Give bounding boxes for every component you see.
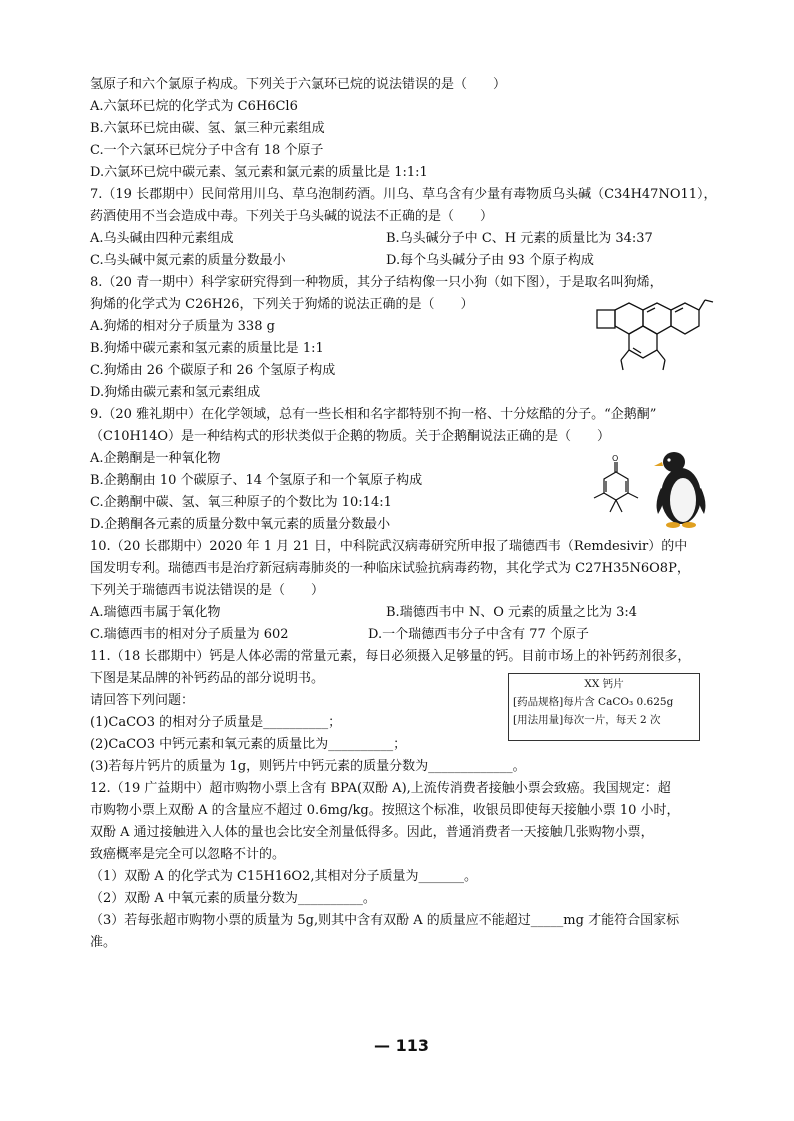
text-line: 下列关于瑞德西韦说法错误的是（ ）: [90, 583, 325, 598]
text-line: C.瑞德西韦的相对分子质量为 602: [90, 627, 289, 642]
text-line: C.狗烯由 26 个碳原子和 26 个氢原子构成: [90, 363, 336, 378]
text-line: 国发明专利。瑞德西韦是治疗新冠病毒肺炎的一种临床试验抗病毒药物，其化学式为 C27H35N6O8P，: [90, 561, 690, 576]
text-line: D.狗烯由碳元素和氢元素组成: [90, 385, 261, 400]
text-line: D.六氯环已烷中碳元素、氢元素和氯元素的质量比是 1:1:1: [90, 165, 428, 180]
text-line: 下图是某品牌的补钙药品的部分说明书。: [90, 671, 325, 686]
calcium-tablet-label: [508, 673, 700, 741]
text-line: 市购物小票上双酚 A 的含量应不超过 0.6mg/kg。按照这个标准，收银员即使每天接触小票 10 小时，: [90, 803, 680, 818]
penguinone-structure-diagram: [588, 452, 642, 522]
text-line: 8.（20 青一期中）科学家研究得到一种物质，其分子结构像一只小狗（如下图），于是取名叫狗烯，: [90, 275, 663, 290]
text-line: 10.（20 长郡期中）2020 年 1 月 21 日，中科院武汉病毒研究所申报了瑞德西韦（Remdesivir）的中: [90, 539, 688, 554]
text-line: A.瑞德西韦属于氧化物: [90, 605, 221, 620]
text-line: A.企鹅酮是一种氧化物: [90, 451, 221, 466]
text-line: (1)CaCO3 的相对分子质量是__________；: [90, 715, 342, 730]
text-line: 致癌概率是完全可以忽略不计的。: [90, 847, 286, 862]
text-line: A.乌头碱由四种元素组成: [90, 231, 234, 246]
text-line: 准。: [90, 935, 117, 950]
text-line: （1）双酚 A 的化学式为 C15H16O2,其相对分子质量为_______。: [90, 869, 477, 884]
text-line: 11.（18 长郡期中）钙是人体必需的常量元素，每日必须摄入足够量的钙。目前市场上的补钙药剂很多，: [90, 649, 691, 664]
text-line: A.六氯环已烷的化学式为 C6H6Cl6: [90, 99, 298, 114]
text-line: D.企鹅酮各元素的质量分数中氧元素的质量分数最小: [90, 517, 391, 532]
page-number: — 113: [374, 1036, 429, 1055]
text-line: D.一个瑞德西韦分子中含有 77 个原子: [368, 627, 589, 642]
text-line: （C10H14O）是一种结构式的形状类似于企鹅的物质。关于企鹅酮说法正确的是（ ）: [90, 429, 611, 444]
text-line: 氢原子和六个氯原子构成。下列关于六氯环已烷的说法错误的是（ ）: [90, 77, 507, 92]
text-line: 狗烯的化学式为 C26H26，下列关于狗烯的说法正确的是（ ）: [90, 297, 474, 312]
text-line: (2)CaCO3 中钙元素和氧元素的质量比为__________；: [90, 737, 407, 752]
label-title: XX 钙片: [584, 678, 624, 690]
text-line: (3)若每片钙片的质量为 1g，则钙片中钙元素的质量分数为_____________。: [90, 759, 526, 774]
text-line: （3）若每张超市购物小票的质量为 5g,则其中含有双酚 A 的质量应不能超过_____mg 才能符合国家标: [90, 913, 680, 928]
text-line: C.企鹅酮中碳、氢、氧三种原子的个数比为 10:14:1: [90, 495, 392, 510]
penguin-image: [652, 448, 710, 530]
label-usage: [用法用量]每次一片，每天 2 次: [513, 714, 661, 726]
text-line: D.每个乌头碱分子由 93 个原子构成: [386, 253, 594, 268]
dogene-structure-diagram: [595, 298, 715, 378]
text-line: 9.（20 雅礼期中）在化学领域，总有一些长相和名字都特别不拘一格、十分炫酷的分子。“企鹅酮”: [90, 407, 657, 422]
text-line: A.狗烯的相对分子质量为 338 g: [90, 319, 275, 334]
text-line: B.瑞德西韦中 N、O 元素的质量之比为 3:4: [386, 605, 638, 620]
text-line: B.狗烯中碳元素和氢元素的质量比是 1:1: [90, 341, 324, 356]
text-line: （2）双酚 A 中氧元素的质量分数为__________。: [90, 891, 376, 906]
text-line: B.乌头碱分子中 C、H 元素的质量比为 34:37: [386, 231, 653, 246]
text-line: 请回答下列问题：: [90, 693, 195, 708]
text-line: B.六氯环已烷由碳、氢、氯三种元素组成: [90, 121, 325, 136]
text-line: 7.（19 长郡期中）民间常用川乌、草乌泡制药酒。川乌、草乌含有少量有毒物质乌头碱（C34H47NO11），: [90, 187, 717, 202]
text-line: 12.（19 广益期中）超市购物小票上含有 BPA(双酚 A),上流传消费者接触小票会致癌。我国规定：超: [90, 781, 671, 796]
text-line: B.企鹅酮由 10 个碳原子、14 个氢原子和一个氧原子构成: [90, 473, 423, 488]
label-spec: [药品规格]每片含 CaCO₃ 0.625g: [513, 696, 674, 708]
text-line: 双酚 A 通过接触进入人体的量也会比安全剂量低得多。因此，普通消费者一天接触几张购物小票，: [90, 825, 654, 840]
text-line: C.一个六氯环已烷分子中含有 18 个原子: [90, 143, 324, 158]
oxygen-atom-label: O: [612, 454, 619, 463]
text-line: C.乌头碱中氮元素的质量分数最小: [90, 253, 286, 268]
text-line: 药酒使用不当会造成中毒。下列关于乌头碱的说法不正确的是（ ）: [90, 209, 494, 224]
